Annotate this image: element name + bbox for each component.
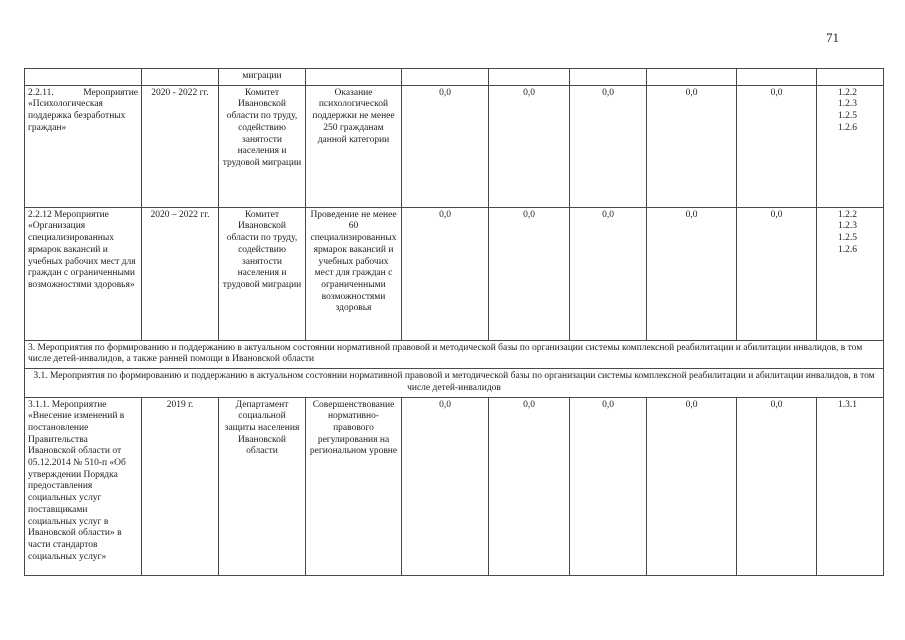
value-cell: 0,0 [570,397,647,575]
indicator-code: 1.2.3 [838,99,857,110]
value-cell: 0,0 [647,85,737,207]
indicator-code: 1.2.6 [838,244,857,255]
value-cell: 0,0 [647,207,737,340]
result-cell: Оказание психологической поддержки не менее 250 гражданам данной категории [306,85,402,207]
continuation-row [25,69,884,86]
result-cell: Совершенствование нормативно-правового регулирования на региональном уровне [306,397,402,575]
indicators-cell [817,207,884,340]
table-row [25,207,884,340]
value-cell: 0,0 [402,85,489,207]
measure-name-cell [25,85,142,207]
page-number: 71 [826,30,839,45]
value-cell: 0,0 [570,207,647,340]
indicator-code: 1.3.1 [838,399,857,410]
section-heading-row [25,340,884,368]
value-cell: 0,0 [570,85,647,207]
value-cell: 0,0 [489,207,570,340]
indicator-code: 1.2.3 [838,221,857,232]
indicator-code: 1.2.6 [838,122,857,133]
indicator-code: 1.2.2 [838,87,857,98]
measures-table [24,68,884,576]
indicator-code: 1.2.5 [838,233,857,244]
indicators-cell [817,85,884,207]
indicator-code: 1.2.2 [838,209,857,220]
value-cell: 0,0 [737,207,817,340]
period-cell: 2019 г. [142,397,219,575]
executor-cell: Комитет Ивановской области по труду, содействию занятости населения и трудовой миграции [219,207,306,340]
measure-name-cell [25,207,142,340]
value-cell: 0,0 [402,397,489,575]
indicator-code: 1.2.5 [838,111,857,122]
result-cell: Проведение не менее 60 специализированных ярмарок вакансий и учебных рабочих мест для граждан с ограниченными возможностями здоровья [306,207,402,340]
measure-title: «Организация специализированных ярмарок вакансий и учебных рабочих мест для граждан с ограниченными возможностями здоровья» [28,221,136,290]
value-cell: 0,0 [402,207,489,340]
period-cell: 2020 - 2022 гг. [142,85,219,207]
value-cell: 0,0 [737,397,817,575]
value-cell: 0,0 [489,85,570,207]
measure-name-cell: 3.1.1. Мероприятие «Внесение изменений в постановление Правительства Ивановской области от 05.12.2014 № 510-п «Об утверждении Порядка предоставления социальных услуг поставщиками социальных услуг в Ивановской области» в части стандартов социальных услуг» [25,397,142,575]
value-cell: 0,0 [489,397,570,575]
measure-number: 2.2.12 Мероприятие [28,209,109,220]
period-cell: 2020 – 2022 гг. [142,207,219,340]
section-heading: 3. Мероприятия по формированию и поддержанию в актуальном состоянии нормативной правовой и методической базы по организации системы комплексной реабилитации и абилитации инвалидов, в том числе детей-инвалидов, а также ранней помощи в Ивановской области [25,340,884,368]
table-row [25,85,884,207]
subsection-heading-row [25,369,884,397]
measure-number: 2.2.11. Мероприятие [28,87,138,98]
value-cell: 0,0 [647,397,737,575]
executor-cell: Комитет Ивановской области по труду, содействию занятости населения и трудовой миграции [219,85,306,207]
executor-cell: Департамент социальной защиты населения Ивановской области [219,397,306,575]
measure-title: «Психологическая поддержка безработных граждан» [28,99,126,133]
subsection-heading: 3.1. Мероприятия по формированию и поддержанию в актуальном состоянии нормативной правовой и методической базы по организации системы комплексной реабилитации и абилитации инвалидов, в том числе детей-инвалидов [25,369,884,397]
value-cell: 0,0 [737,85,817,207]
executor-cell: миграции [219,69,306,86]
table-row [25,397,884,575]
indicators-cell [817,397,884,575]
